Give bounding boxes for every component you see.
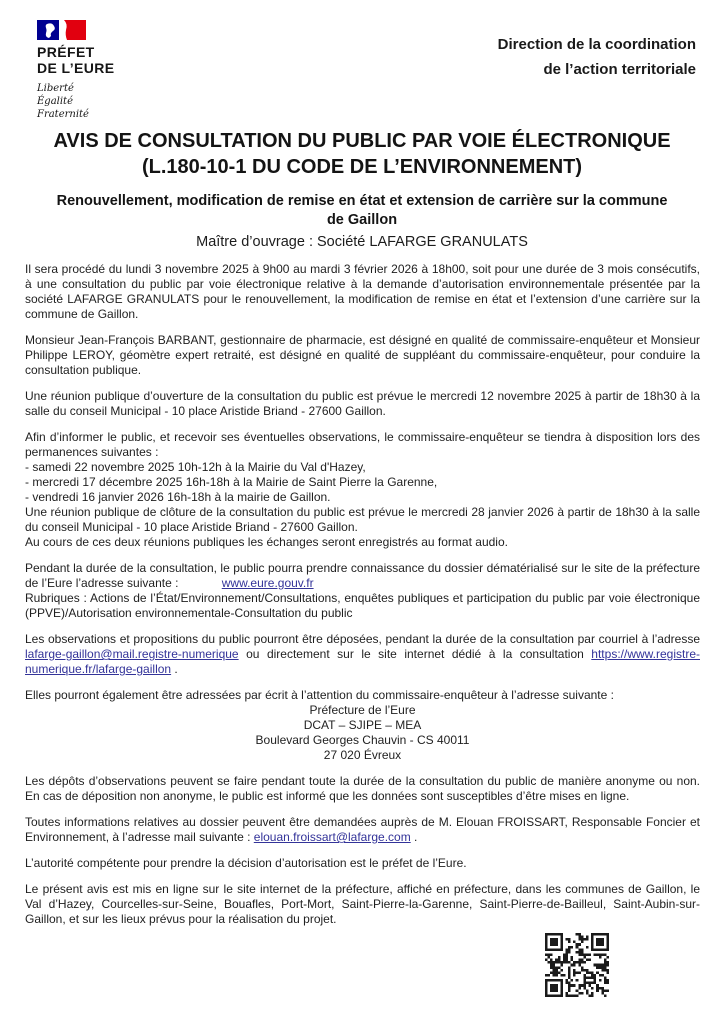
text-run: Une réunion publique d’ouverture de la consultation du public est prévue le mercredi 12 novembre 2025 à partir de 18h30 à la salle du conseil Municipal - 10 place Aristide Briand - 27600 Gaillon. xyxy=(25,389,700,418)
text-run: ou directement sur le site internet dédié à la consultation xyxy=(238,647,592,661)
text-run: Rubriques : Actions de l’État/Environnement/Consultations, enquêtes publiques et participation du public par voie électronique (PPVE)/Autorisation environnementale-Consultation du public xyxy=(25,591,700,620)
logo-motto xyxy=(37,82,115,121)
paragraph-1 xyxy=(25,262,700,322)
consultation-email-link[interactable]: lafarge-gaillon@mail.registre-numerique xyxy=(25,647,239,661)
paragraph-5 xyxy=(25,561,700,621)
paragraph-4 xyxy=(25,430,700,550)
text-line xyxy=(25,748,700,763)
paragraph-10 xyxy=(25,856,700,871)
text-run: Pendant la durée de la consultation, le public pourra prendre connaissance du dossier dématérialisé sur le site de la préfecture de l’Eure l’adresse suivante : xyxy=(25,561,700,590)
paragraph-2 xyxy=(25,333,700,378)
text-run: Une réunion publique de clôture de la consultation du public est prévue le mercredi 28 janvier 2026 à partir de 18h30 à la salle du conseil Municipal - 10 place Aristide Briand - 27600 Gaillon. xyxy=(25,505,700,534)
text-line xyxy=(25,430,700,460)
text-run: Monsieur Jean-François BARBANT, gestionnaire de pharmacie, est désigné en qualité de commissaire-enquêteur et Monsieur Philippe LEROY, géomètre expert retraité, est désigné en qualité de suppléant du commissaire-enquêteur, pour conduire la consultation publique. xyxy=(25,333,700,377)
project-owner: Maître d’ouvrage : Société LAFARGE GRANULATS xyxy=(196,234,528,250)
text-line xyxy=(25,490,700,505)
text-line xyxy=(25,505,700,535)
paragraph-3 xyxy=(25,389,700,419)
paragraph-7 xyxy=(25,688,700,763)
text-run: . xyxy=(171,662,178,676)
text-run: 27 020 Évreux xyxy=(323,748,402,762)
text-line xyxy=(25,333,700,378)
paragraph-11 xyxy=(25,882,700,927)
text-run: Afin d’informer le public, et recevoir ses éventuelles observations, le commissaire-enquêteur se tiendra à disposition lors des permanences suivantes : xyxy=(25,430,700,459)
paragraph-6 xyxy=(25,632,700,677)
text-line xyxy=(25,475,700,490)
text-line xyxy=(25,460,700,475)
contact-email-link[interactable]: elouan.froissart@lafarge.com xyxy=(253,830,411,844)
text-run: Le présent avis est mis en ligne sur le site internet de la préfecture, affiché en préfecture, dans les communes de Gaillon, le Val d’Hazey, Courcelles-sur-Seine, Bouafles, Port-Mort, Saint-Pierre-la-Garenne, Saint-Pierre-de-Bailleul, Saint-Aubin-sur-Gaillon, et sur les lieux prévus pour la réalisation du projet. xyxy=(25,882,700,926)
notice-title xyxy=(10,128,714,180)
qr-code xyxy=(545,933,609,997)
text-run: Les dépôts d’observations peuvent se faire pendant toute la durée de la consultation du public de manière anonyme ou non. En cas de déposition non anonyme, le public est informé que les données sont susceptibles d’être mises en ligne. xyxy=(25,774,700,803)
text-line xyxy=(25,815,700,845)
notice-subtitle: Renouvellement, modification de remise en état et extension de carrière sur la commune de Gaillon xyxy=(56,193,668,228)
text-line xyxy=(25,591,700,621)
document-header xyxy=(0,20,724,120)
text-line xyxy=(25,632,700,677)
text-line xyxy=(25,882,700,927)
notice-title-line2: (L.180-10-1 DU CODE DE L’ENVIRONNEMENT) xyxy=(141,156,583,178)
text-line xyxy=(25,856,700,871)
issuing-direction xyxy=(498,32,696,82)
text-run: Au cours de ces deux réunions publiques les échanges seront enregistrés au format audio. xyxy=(25,535,508,549)
text-line xyxy=(25,688,700,703)
text-run: Elles pourront également être adressées par écrit à l’attention du commissaire-enquêteur à l’adresse suivante : xyxy=(25,688,614,702)
notice-body xyxy=(25,262,700,927)
text-run: Préfecture de l’Eure xyxy=(309,703,416,717)
motto-fraternite: Fraternité xyxy=(37,109,89,120)
french-flag-icon xyxy=(37,20,89,40)
direction-line1: Direction de la coordination xyxy=(497,36,696,53)
text-line xyxy=(25,262,700,322)
text-run: Les observations et propositions du public pourront être déposées, pendant la durée de la consultation par courriel à l’adresse xyxy=(25,632,700,646)
text-run: . xyxy=(410,830,418,844)
text-run: Toutes informations relatives au dossier peuvent être demandées auprès de M. Elouan FROISSART, Responsable Foncier et Environnement, à l’adresse mail suivante : xyxy=(25,815,700,844)
text-run: DCAT – SJIPE – MEA xyxy=(303,718,422,732)
text-line xyxy=(25,718,700,733)
paragraph-8 xyxy=(25,774,700,804)
text-line xyxy=(25,561,700,591)
text-line xyxy=(25,733,700,748)
registre-numerique-link[interactable]: https://www.registre-numerique.fr/lafarge-gaillon xyxy=(25,647,700,676)
text-run: L’autorité compétente pour prendre la décision d’autorisation est le préfet de l’Eure. xyxy=(25,856,467,870)
direction-line2: de l’action territoriale xyxy=(543,61,696,78)
text-line xyxy=(25,389,700,419)
text-run: Il sera procédé du lundi 3 novembre 2025 à 9h00 au mardi 3 février 2026 à 18h00, soit pour une durée de 3 mois consécutifs, à une consultation du public par voie électronique relative à la demande d’autorisation environnementale présentée par la société LAFARGE GRANULATS pour le renouvellement, la modification de remise en état et l’extension d’une carrière sur la commune de Gaillon. xyxy=(25,262,700,321)
text-line xyxy=(25,774,700,804)
logo-title-line2: DE L’EURE xyxy=(37,60,115,76)
text-run: - vendredi 16 janvier 2026 16h-18h à la mairie de Gaillon. xyxy=(25,490,331,504)
text-run: - mercredi 17 décembre 2025 16h-18h à la Mairie de Saint Pierre la Garenne, xyxy=(25,475,438,489)
paragraph-9 xyxy=(25,815,700,845)
eure-gouv-link[interactable]: www.eure.gouv.fr xyxy=(221,576,314,590)
text-run: - samedi 22 novembre 2025 10h-12h à la Mairie du Val d'Hazey, xyxy=(25,460,366,474)
prefet-logo xyxy=(37,20,115,121)
text-run: Boulevard Georges Chauvin - CS 40011 xyxy=(255,733,470,747)
motto-liberte: Liberté xyxy=(37,83,74,94)
notice-title-line1: AVIS DE CONSULTATION DU PUBLIC PAR VOIE ÉLECTRONIQUE xyxy=(53,130,671,152)
text-line xyxy=(25,535,700,550)
logo-title-line1: PRÉFET xyxy=(37,44,95,60)
text-line xyxy=(25,703,700,718)
motto-egalite: Égalité xyxy=(37,96,73,107)
